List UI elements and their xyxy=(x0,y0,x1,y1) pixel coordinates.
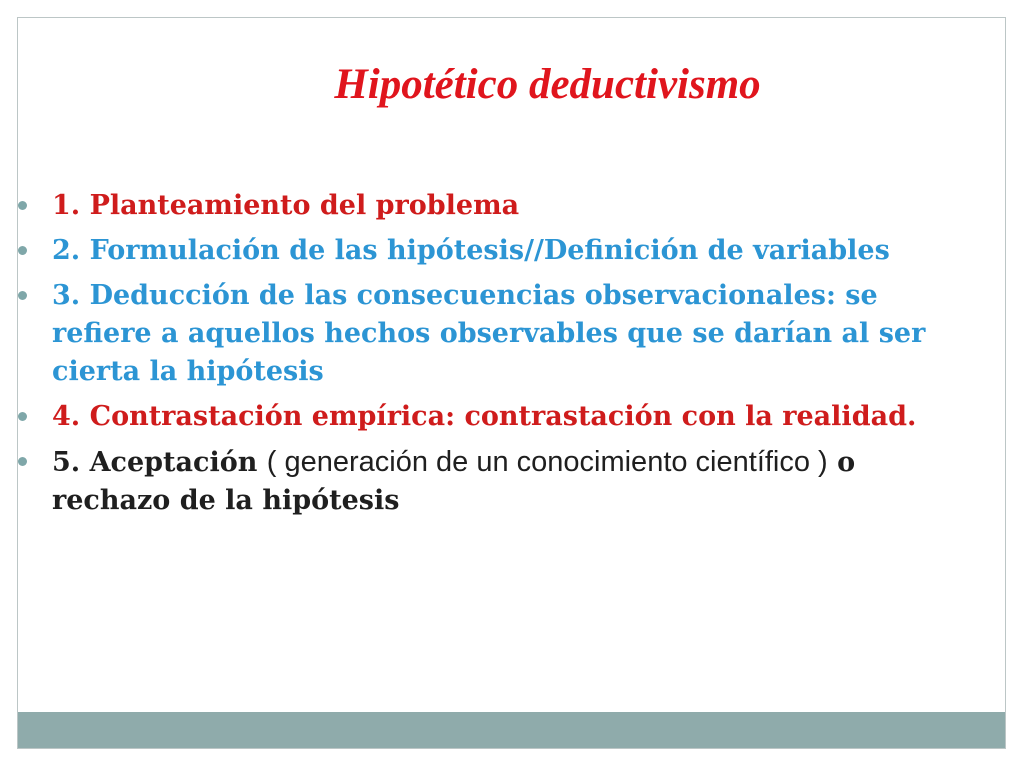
slide xyxy=(17,17,1006,749)
bullet-text-4: 4. Contrastación empírica: contrastación con la realidad. xyxy=(52,401,917,432)
bullet-dot-icon xyxy=(18,201,27,210)
bullet-text-2: 2. Formulación de las hipótesis//Definición de variables xyxy=(52,235,890,266)
bullet-item-1 xyxy=(52,187,952,225)
bullet-text-5a: 5. Aceptación xyxy=(52,447,267,478)
bullet-list xyxy=(52,187,952,527)
slide-title: Hipotético deductivismo xyxy=(334,61,761,108)
bullet-text-5c: o rechazo de la hipótesis xyxy=(52,447,856,516)
bullet-dot-icon xyxy=(18,246,27,255)
bullet-dot-icon xyxy=(18,291,27,300)
bullet-item-5 xyxy=(52,443,952,520)
bullet-dot-icon xyxy=(18,457,27,466)
bullet-text-1: 1. Planteamiento del problema xyxy=(52,190,520,221)
bullet-text-3: 3. Deducción de las consecuencias observacionales: se refiere a aquellos hechos observables que se darían al ser cierta la hipótesis xyxy=(52,280,926,387)
footer-bar xyxy=(18,712,1005,748)
bullet-item-4 xyxy=(52,398,952,436)
bullet-text-5b: ( generación de un conocimiento científico ) xyxy=(266,446,828,478)
bullet-item-2 xyxy=(52,232,952,270)
bullet-dot-icon xyxy=(18,412,27,421)
bullet-item-3 xyxy=(52,277,952,391)
